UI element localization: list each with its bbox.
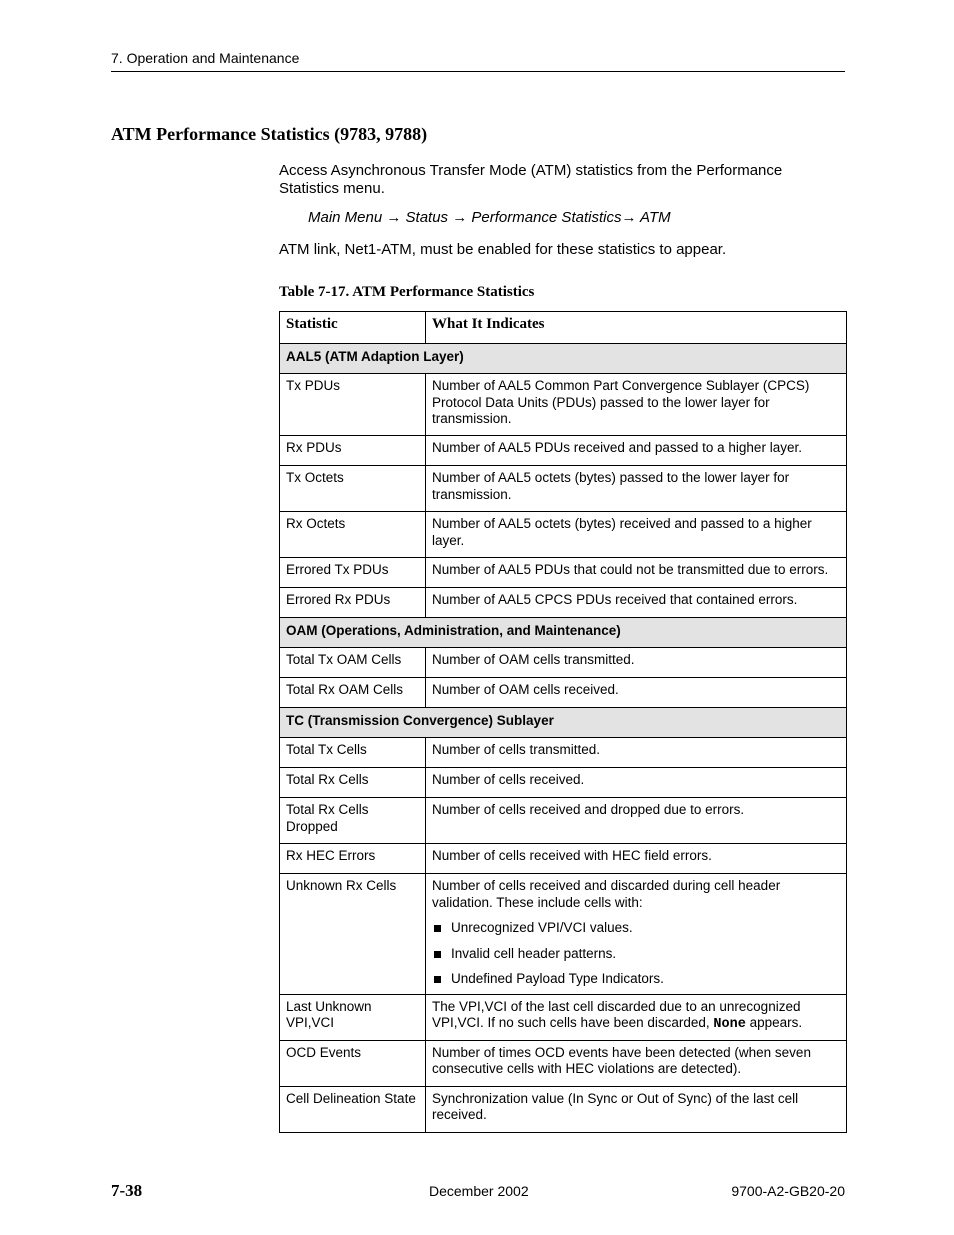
- statistic-description: Number of AAL5 CPCS PDUs received that contained errors.: [426, 588, 847, 618]
- column-header-statistic: Statistic: [280, 312, 426, 344]
- statistic-name: OCD Events: [280, 1040, 426, 1086]
- atm-statistics-table: [279, 311, 847, 1133]
- statistic-name: Unknown Rx Cells: [280, 874, 426, 995]
- statistic-description-suffix: appears.: [749, 1015, 803, 1030]
- bullet-list: [432, 920, 840, 988]
- statistic-description: Number of cells received and discarded during cell header validation. These include cells with:: [432, 878, 781, 910]
- statistic-description: Number of cells received.: [426, 768, 847, 798]
- statistic-name: Errored Rx PDUs: [280, 588, 426, 618]
- table-row: [280, 994, 847, 1040]
- square-bullet-icon: [434, 951, 441, 958]
- statistic-name: Cell Delineation State: [280, 1086, 426, 1132]
- table-row: [280, 1086, 847, 1132]
- statistic-description: Number of times OCD events have been detected (when seven consecutive cells with HEC violations are detected).: [426, 1040, 847, 1086]
- group-row-oam: [280, 618, 847, 648]
- code-value-none: None: [713, 1017, 746, 1032]
- footer-date: December 2002: [429, 1183, 529, 1199]
- table-row: [280, 738, 847, 768]
- table-caption: Table 7-17. ATM Performance Statistics: [279, 284, 535, 300]
- document-number: 9700-A2-GB20-20: [731, 1183, 845, 1199]
- section-title: ATM Performance Statistics (9783, 9788): [111, 124, 428, 144]
- statistic-name: Rx PDUs: [280, 436, 426, 466]
- group-row-tc: [280, 708, 847, 738]
- statistic-name: Errored Tx PDUs: [280, 558, 426, 588]
- list-item: [432, 946, 840, 963]
- table-row: [280, 844, 847, 874]
- statistic-name: Total Rx OAM Cells: [280, 678, 426, 708]
- group-label: AAL5 (ATM Adaption Layer): [280, 344, 847, 374]
- statistic-description: Number of cells received with HEC field errors.: [426, 844, 847, 874]
- statistic-name: Last Unknown VPI,VCI: [280, 994, 426, 1040]
- statistic-name: Total Tx Cells: [280, 738, 426, 768]
- menu-path: Main Menu → Status → Performance Statistics→ ATM: [308, 209, 671, 226]
- column-header-what-it-indicates: What It Indicates: [426, 312, 847, 344]
- statistic-description: Number of AAL5 Common Part Convergence Sublayer (CPCS) Protocol Data Units (PDUs) passed to the lower layer for transmission.: [426, 374, 847, 436]
- statistic-name: Total Tx OAM Cells: [280, 648, 426, 678]
- statistic-description: Synchronization value (In Sync or Out of Sync) of the last cell received.: [426, 1086, 847, 1132]
- statistic-description: Number of AAL5 PDUs that could not be transmitted due to errors.: [426, 558, 847, 588]
- statistic-description: Number of AAL5 PDUs received and passed to a higher layer.: [426, 436, 847, 466]
- statistic-description-cell: [426, 994, 847, 1040]
- page-number: 7-38: [111, 1181, 143, 1200]
- table-row: [280, 466, 847, 512]
- statistic-name: Tx Octets: [280, 466, 426, 512]
- note-paragraph: ATM link, Net1-ATM, must be enabled for these statistics to appear.: [279, 241, 727, 258]
- table-row: [280, 648, 847, 678]
- header-rule: [111, 71, 845, 72]
- statistic-name: Rx Octets: [280, 512, 426, 558]
- list-item: [432, 971, 840, 988]
- table-row: [280, 768, 847, 798]
- statistic-name: Tx PDUs: [280, 374, 426, 436]
- statistic-name: Total Rx Cells: [280, 768, 426, 798]
- group-row-aal5: [280, 344, 847, 374]
- statistic-description: Number of AAL5 octets (bytes) passed to the lower layer for transmission.: [426, 466, 847, 512]
- table-row: [280, 1040, 847, 1086]
- square-bullet-icon: [434, 976, 441, 983]
- statistic-description: Number of OAM cells received.: [426, 678, 847, 708]
- statistic-name: Rx HEC Errors: [280, 844, 426, 874]
- statistic-description: Number of OAM cells transmitted.: [426, 648, 847, 678]
- table-header-row: [280, 312, 847, 344]
- running-header: 7. Operation and Maintenance: [111, 50, 300, 66]
- table-row: [280, 874, 847, 995]
- statistic-description: Number of AAL5 octets (bytes) received and passed to a higher layer.: [426, 512, 847, 558]
- table-row: [280, 374, 847, 436]
- table-row: [280, 678, 847, 708]
- table-row: [280, 798, 847, 844]
- table-row: [280, 512, 847, 558]
- table-row: [280, 436, 847, 466]
- table-row: [280, 588, 847, 618]
- statistic-description: The VPI,VCI of the last cell discarded due to an unrecognized VPI,VCI. If no such cells have been discarded,: [432, 998, 801, 1030]
- statistic-name: Total Rx Cells Dropped: [280, 798, 426, 844]
- list-item-text: Unrecognized VPI/VCI values.: [451, 920, 633, 935]
- group-label: TC (Transmission Convergence) Sublayer: [280, 708, 847, 738]
- table-row: [280, 558, 847, 588]
- statistic-description-cell: [426, 874, 847, 995]
- statistic-description: Number of cells received and dropped due to errors.: [426, 798, 847, 844]
- statistic-description: Number of cells transmitted.: [426, 738, 847, 768]
- group-label: OAM (Operations, Administration, and Maintenance): [280, 618, 847, 648]
- intro-paragraph: Access Asynchronous Transfer Mode (ATM) statistics from the Performance Statistics menu.: [279, 162, 783, 197]
- list-item-text: Undefined Payload Type Indicators.: [451, 971, 664, 986]
- list-item: [432, 920, 840, 937]
- list-item-text: Invalid cell header patterns.: [451, 945, 617, 961]
- square-bullet-icon: [434, 925, 441, 932]
